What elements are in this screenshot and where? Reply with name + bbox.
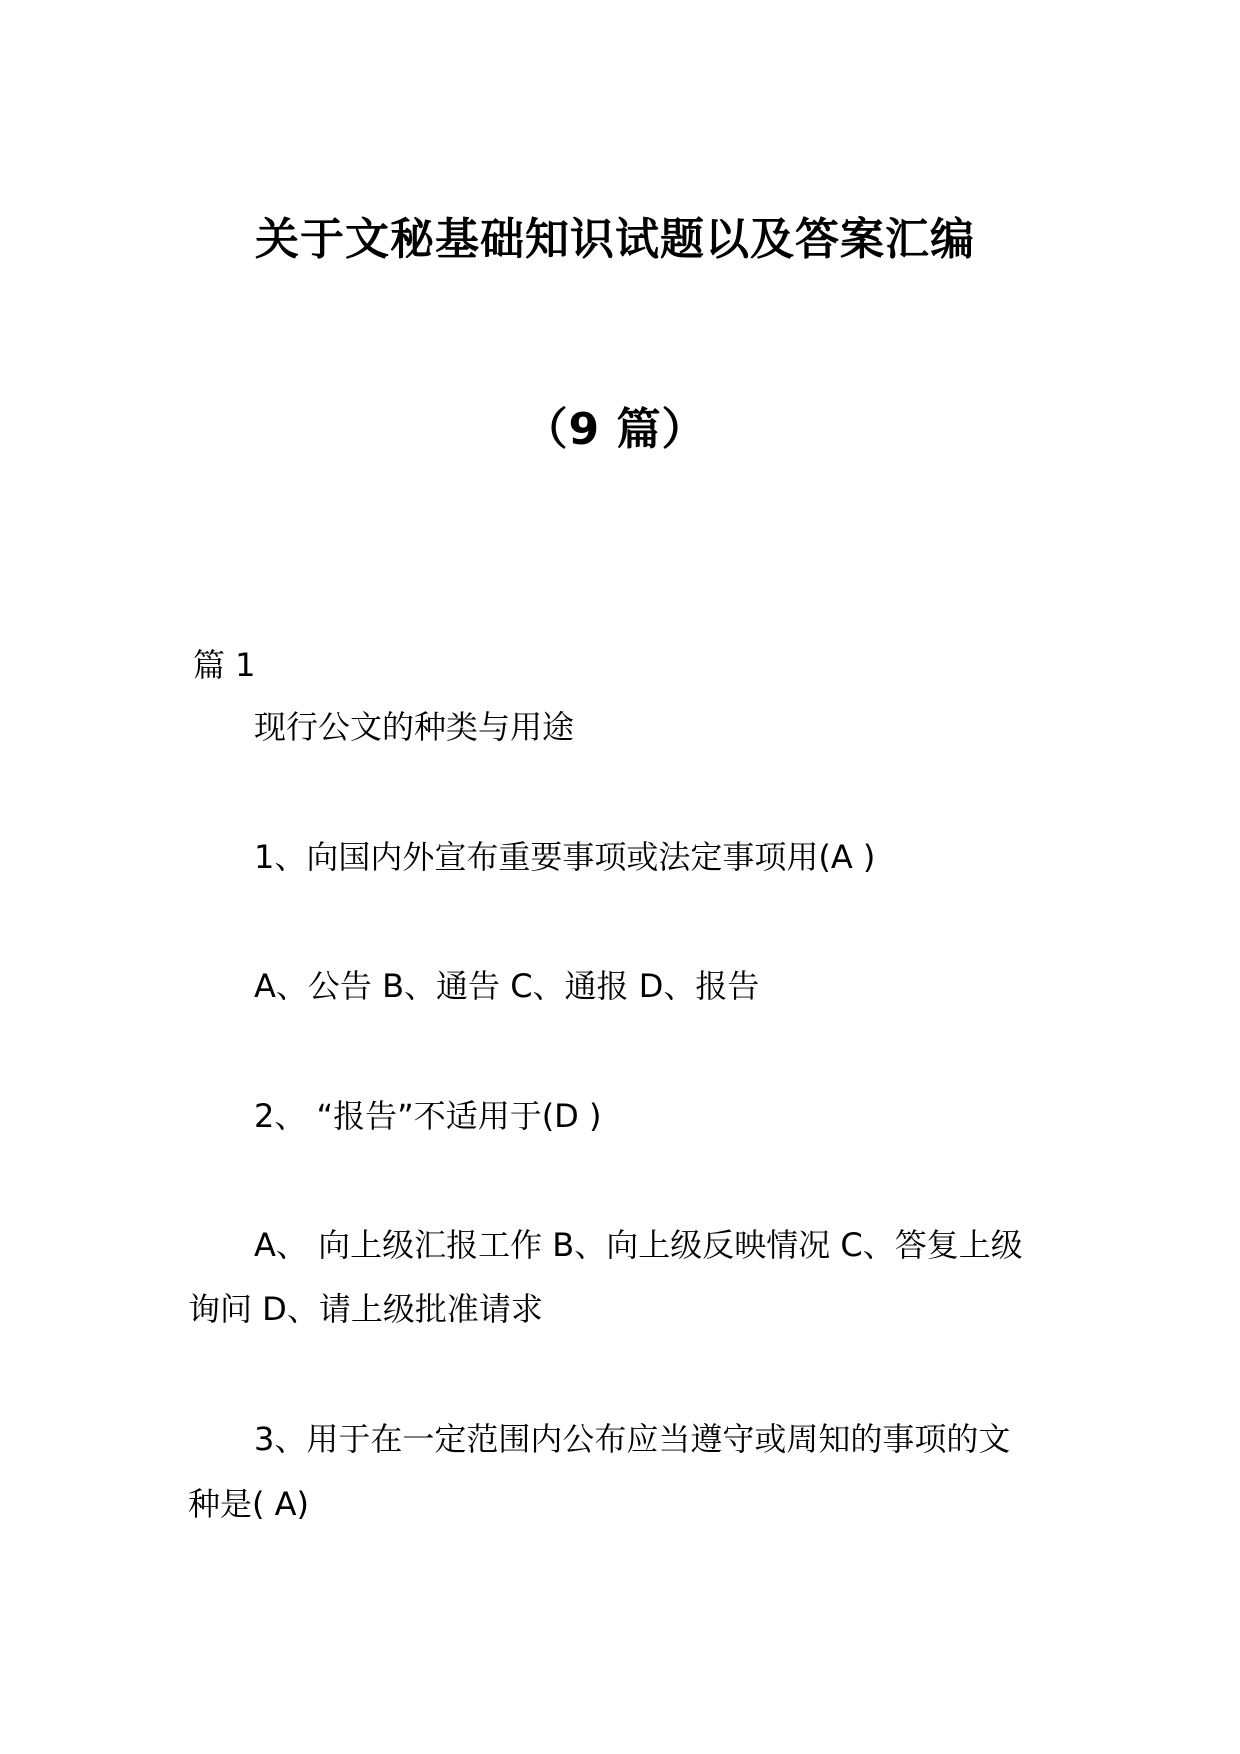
section-label: 篇 1 xyxy=(193,646,256,684)
question-1-options: A、公告 B、通告 C、通报 D、报告 xyxy=(254,967,760,1005)
question-2-options-line-2: 询问 D、请上级批准请求 xyxy=(188,1290,543,1328)
question-2-stem: 2、 “报告”不适用于(D ) xyxy=(254,1097,602,1135)
section-heading: 现行公文的种类与用途 xyxy=(254,708,575,746)
document-subtitle: （9 篇） xyxy=(523,404,707,455)
question-3-stem-line-2: 种是( A) xyxy=(188,1485,310,1523)
question-1-stem: 1、向国内外宣布重要事项或法定事项用(A ) xyxy=(254,838,876,876)
document-title: 关于文秘基础知识试题以及答案汇编 xyxy=(255,214,975,265)
question-2-options-line-1: A、 向上级汇报工作 B、向上级反映情况 C、答复上级 xyxy=(254,1226,1023,1264)
question-3-stem-line-1: 3、用于在一定范围内公布应当遵守或周知的事项的文 xyxy=(254,1420,1011,1458)
